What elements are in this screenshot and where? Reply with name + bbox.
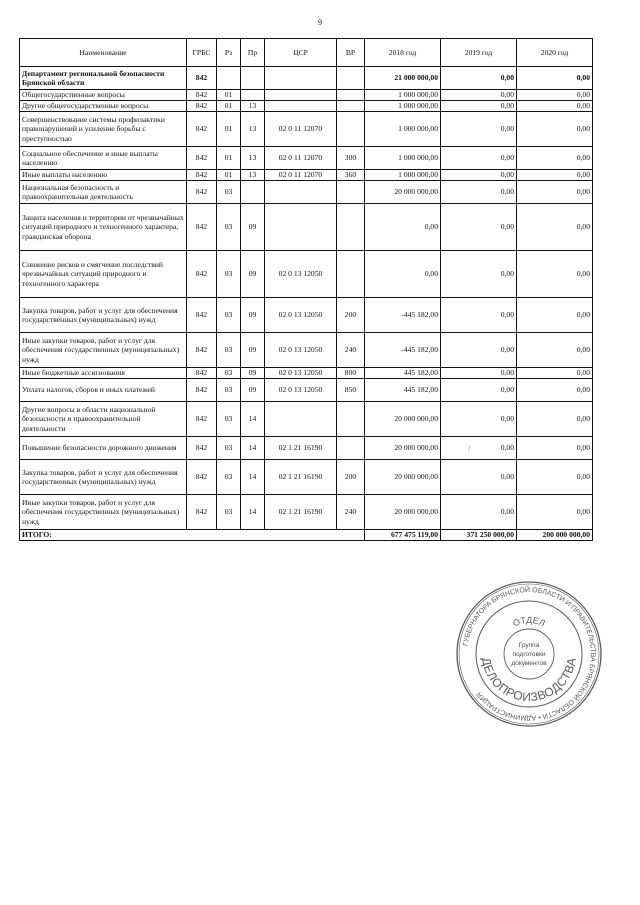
cell-grbs: 842 bbox=[187, 112, 217, 147]
cell-name: Общегосударственные вопросы bbox=[20, 90, 187, 101]
cell-vr: 240 bbox=[337, 333, 365, 368]
seal-center-line-2: подготовки bbox=[512, 651, 546, 658]
cell-grbs: 842 bbox=[187, 204, 217, 251]
seal-arc-word: ДЕЛОПРОИЗВОДСТВА bbox=[479, 656, 579, 705]
cell-name: Иные бюджетные ассигнования bbox=[20, 368, 187, 379]
cell-rz bbox=[217, 67, 241, 90]
cell-name: Департамент региональной безопасности Брянской области bbox=[20, 67, 187, 90]
cell-rz: 03 bbox=[217, 379, 241, 402]
header-2018: 2018 год bbox=[365, 39, 441, 67]
cell-grbs: 842 bbox=[187, 251, 217, 298]
cell-y2020: 0,00 bbox=[517, 495, 593, 530]
table-row bbox=[20, 181, 593, 204]
cell-vr bbox=[337, 251, 365, 298]
cell-y2020: 0,00 bbox=[517, 298, 593, 333]
cell-grbs: 842 bbox=[187, 170, 217, 181]
cell-rz: 03 bbox=[217, 437, 241, 460]
department-seal bbox=[454, 579, 604, 729]
cell-y2020: 0,00 bbox=[517, 101, 593, 112]
cell-pr bbox=[241, 67, 265, 90]
cell-vr bbox=[337, 204, 365, 251]
cell-y2018: 21 000 000,00 bbox=[365, 67, 441, 90]
cell-vr bbox=[337, 181, 365, 204]
header-pr: Пр bbox=[241, 39, 265, 67]
pen-tick-mark: / bbox=[468, 444, 471, 453]
cell-y2018: -445 182,00 bbox=[365, 333, 441, 368]
seal-center-line-1: Группа bbox=[518, 642, 540, 649]
cell-rz: 01 bbox=[217, 112, 241, 147]
cell-pr: 14 bbox=[241, 402, 265, 437]
cell-csr: 02 0 11 12070 bbox=[265, 112, 337, 147]
cell-name: Уплата налогов, сборов и иных платежей bbox=[20, 379, 187, 402]
cell-name: Социальное обеспечение и иные выплаты населению bbox=[20, 147, 187, 170]
cell-vr: 200 bbox=[337, 298, 365, 333]
cell-pr: 13 bbox=[241, 112, 265, 147]
table-row bbox=[20, 437, 593, 460]
cell-grbs: 842 bbox=[187, 402, 217, 437]
cell-y2019: 0,00 bbox=[441, 368, 517, 379]
cell-pr: 14 bbox=[241, 460, 265, 495]
cell-y2019: 0,00 bbox=[441, 204, 517, 251]
cell-y2018: 1 000 000,00 bbox=[365, 90, 441, 101]
cell-grbs: 842 bbox=[187, 67, 217, 90]
cell-name: Закупка товаров, работ и услуг для обеспечения государственных (муниципальных) нужд bbox=[20, 460, 187, 495]
table-row bbox=[20, 112, 593, 147]
table-row bbox=[20, 402, 593, 437]
cell-csr bbox=[265, 181, 337, 204]
total-label: ИТОГО: bbox=[20, 530, 365, 541]
cell-pr: 09 bbox=[241, 368, 265, 379]
total-2019: 371 250 000,00 bbox=[441, 530, 517, 541]
cell-y2020: 0,00 bbox=[517, 181, 593, 204]
cell-y2018: 20 000 000,00 bbox=[365, 402, 441, 437]
cell-csr bbox=[265, 90, 337, 101]
cell-y2018: 1 000 000,00 bbox=[365, 147, 441, 170]
seal-top-word: ОТДЕЛ bbox=[511, 614, 547, 629]
table-row bbox=[20, 298, 593, 333]
cell-y2018: 20 000 000,00 bbox=[365, 495, 441, 530]
cell-name: Снижение рисков и смягчение последствий чрезвычайных ситуаций природного и техногенного характера bbox=[20, 251, 187, 298]
cell-y2020: 0,00 bbox=[517, 460, 593, 495]
cell-grbs: 842 bbox=[187, 379, 217, 402]
cell-y2020: 0,00 bbox=[517, 437, 593, 460]
table-row bbox=[20, 147, 593, 170]
table-row bbox=[20, 90, 593, 101]
total-2018: 677 475 119,00 bbox=[365, 530, 441, 541]
cell-y2019: 0,00 bbox=[441, 298, 517, 333]
cell-name: Другие общегосударственные вопросы bbox=[20, 101, 187, 112]
cell-vr: 850 bbox=[337, 379, 365, 402]
cell-rz: 03 bbox=[217, 460, 241, 495]
cell-y2020: 0,00 bbox=[517, 112, 593, 147]
cell-grbs: 842 bbox=[187, 298, 217, 333]
cell-rz: 03 bbox=[217, 298, 241, 333]
cell-csr: 02 0 11 12070 bbox=[265, 170, 337, 181]
cell-rz: 01 bbox=[217, 101, 241, 112]
cell-grbs: 842 bbox=[187, 101, 217, 112]
cell-pr: 09 bbox=[241, 204, 265, 251]
cell-pr: 09 bbox=[241, 251, 265, 298]
cell-y2019: 0,00 bbox=[441, 90, 517, 101]
cell-pr: 14 bbox=[241, 495, 265, 530]
cell-name: Другие вопросы в области национальной безопасности и правоохранительной деятельности bbox=[20, 402, 187, 437]
cell-y2020: 0,00 bbox=[517, 67, 593, 90]
cell-pr: 13 bbox=[241, 147, 265, 170]
cell-vr bbox=[337, 437, 365, 460]
cell-pr: 13 bbox=[241, 170, 265, 181]
cell-grbs: 842 bbox=[187, 90, 217, 101]
cell-csr bbox=[265, 402, 337, 437]
cell-y2019: 0,00 bbox=[441, 333, 517, 368]
cell-y2018: 20 000 000,00 bbox=[365, 437, 441, 460]
cell-vr: 300 bbox=[337, 147, 365, 170]
cell-y2018: 0,00 bbox=[365, 204, 441, 251]
table-row bbox=[20, 101, 593, 112]
cell-vr bbox=[337, 101, 365, 112]
cell-y2018: -445 182,00 bbox=[365, 298, 441, 333]
header-name: Наименование bbox=[20, 39, 187, 67]
cell-y2019: 0,00 bbox=[441, 67, 517, 90]
cell-y2019: 0,00 bbox=[441, 379, 517, 402]
table-row bbox=[20, 251, 593, 298]
cell-name: Защита населения и территории от чрезвычайных ситуаций природного и техногенного характера, гражданская оборона bbox=[20, 204, 187, 251]
header-grbs: ГРБС bbox=[187, 39, 217, 67]
cell-y2020: 0,00 bbox=[517, 402, 593, 437]
cell-rz: 03 bbox=[217, 204, 241, 251]
cell-csr: 02 1 21 16190 bbox=[265, 460, 337, 495]
cell-pr: 09 bbox=[241, 379, 265, 402]
cell-y2018: 20 000 000,00 bbox=[365, 460, 441, 495]
cell-y2018: 1 000 000,00 bbox=[365, 170, 441, 181]
cell-name: Совершенствование системы профилактики правонарушений и усиление борьбы с преступностью bbox=[20, 112, 187, 147]
cell-name: Иные закупки товаров, работ и услуг для обеспечения государственных (муниципальных) нужд bbox=[20, 333, 187, 368]
cell-y2019: 0,00 bbox=[441, 101, 517, 112]
table-row bbox=[20, 379, 593, 402]
cell-vr: 800 bbox=[337, 368, 365, 379]
cell-y2019: 0,00 bbox=[441, 402, 517, 437]
table-row bbox=[20, 333, 593, 368]
total-row bbox=[20, 530, 593, 541]
cell-y2020: 0,00 bbox=[517, 379, 593, 402]
cell-csr: 02 0 13 12050 bbox=[265, 379, 337, 402]
cell-y2019: 0,00 bbox=[441, 460, 517, 495]
cell-y2019: 0,00 bbox=[441, 181, 517, 204]
table-header-row bbox=[20, 39, 593, 67]
cell-rz: 03 bbox=[217, 495, 241, 530]
cell-vr: 360 bbox=[337, 170, 365, 181]
cell-rz: 03 bbox=[217, 402, 241, 437]
cell-rz: 01 bbox=[217, 147, 241, 170]
cell-vr bbox=[337, 112, 365, 147]
cell-csr: 02 0 13 12050 bbox=[265, 333, 337, 368]
table-row bbox=[20, 460, 593, 495]
cell-y2019: 0,00 bbox=[441, 251, 517, 298]
cell-pr: 14 bbox=[241, 437, 265, 460]
table-row bbox=[20, 495, 593, 530]
cell-csr bbox=[265, 101, 337, 112]
cell-grbs: 842 bbox=[187, 460, 217, 495]
cell-y2019: 0,00 bbox=[441, 495, 517, 530]
cell-y2020: 0,00 bbox=[517, 147, 593, 170]
cell-vr bbox=[337, 90, 365, 101]
cell-grbs: 842 bbox=[187, 368, 217, 379]
cell-vr: 200 bbox=[337, 460, 365, 495]
cell-pr bbox=[241, 181, 265, 204]
budget-table bbox=[19, 38, 593, 541]
cell-y2020: 0,00 bbox=[517, 90, 593, 101]
cell-csr: 02 0 13 12050 bbox=[265, 368, 337, 379]
cell-csr: 02 1 21 16190 bbox=[265, 437, 337, 460]
cell-rz: 03 bbox=[217, 333, 241, 368]
cell-csr: 02 1 21 16190 bbox=[265, 495, 337, 530]
cell-name: Национальная безопасность и правоохранительная деятельность bbox=[20, 181, 187, 204]
cell-csr: 02 0 11 12070 bbox=[265, 147, 337, 170]
header-rz: Рз bbox=[217, 39, 241, 67]
seal-center-line-3: документов bbox=[511, 660, 547, 667]
cell-grbs: 842 bbox=[187, 147, 217, 170]
cell-y2019: 0,00 bbox=[441, 437, 517, 460]
header-2019: 2019 год bbox=[441, 39, 517, 67]
cell-pr bbox=[241, 90, 265, 101]
table-row bbox=[20, 67, 593, 90]
table-row bbox=[20, 170, 593, 181]
cell-vr: 240 bbox=[337, 495, 365, 530]
cell-pr: 13 bbox=[241, 101, 265, 112]
cell-y2018: 1 000 000,00 bbox=[365, 112, 441, 147]
cell-grbs: 842 bbox=[187, 333, 217, 368]
cell-y2018: 445 182,00 bbox=[365, 379, 441, 402]
table-row bbox=[20, 368, 593, 379]
cell-name: Закупка товаров, работ и услуг для обеспечения государственных (муниципальных) нужд bbox=[20, 298, 187, 333]
cell-name: Иные закупки товаров, работ и услуг для обеспечения государственных (муниципальных) нужд bbox=[20, 495, 187, 530]
cell-y2020: 0,00 bbox=[517, 368, 593, 379]
cell-y2019: 0,00 bbox=[441, 112, 517, 147]
header-csr: ЦСР bbox=[265, 39, 337, 67]
cell-vr bbox=[337, 402, 365, 437]
cell-y2020: 0,00 bbox=[517, 333, 593, 368]
cell-y2019: 0,00 bbox=[441, 147, 517, 170]
cell-rz: 03 bbox=[217, 251, 241, 298]
cell-vr bbox=[337, 67, 365, 90]
cell-y2020: 0,00 bbox=[517, 170, 593, 181]
header-2020: 2020 год bbox=[517, 39, 593, 67]
table-row bbox=[20, 204, 593, 251]
cell-name: Повышение безопасности дорожного движения bbox=[20, 437, 187, 460]
cell-y2020: 0,00 bbox=[517, 251, 593, 298]
cell-y2019: 0,00 bbox=[441, 170, 517, 181]
page-number: 9 bbox=[318, 18, 322, 27]
cell-y2020: 0,00 bbox=[517, 204, 593, 251]
cell-pr: 09 bbox=[241, 333, 265, 368]
cell-rz: 01 bbox=[217, 170, 241, 181]
cell-y2018: 445 182,00 bbox=[365, 368, 441, 379]
cell-csr: 02 0 13 12050 bbox=[265, 251, 337, 298]
cell-rz: 03 bbox=[217, 368, 241, 379]
cell-rz: 01 bbox=[217, 90, 241, 101]
cell-grbs: 842 bbox=[187, 495, 217, 530]
cell-grbs: 842 bbox=[187, 437, 217, 460]
total-2020: 200 000 000,00 bbox=[517, 530, 593, 541]
cell-y2018: 1 000 000,00 bbox=[365, 101, 441, 112]
cell-grbs: 842 bbox=[187, 181, 217, 204]
cell-csr bbox=[265, 204, 337, 251]
cell-y2018: 20 000 000,00 bbox=[365, 181, 441, 204]
cell-rz: 03 bbox=[217, 181, 241, 204]
cell-name: Иные выплаты населению bbox=[20, 170, 187, 181]
cell-y2018: 0,00 bbox=[365, 251, 441, 298]
cell-pr: 09 bbox=[241, 298, 265, 333]
seal-outer-text: ГУБЕРНАТОРА БРЯНСКОЙ ОБЛАСТИ И ПРАВИТЕЛЬСТВА БРЯНСКОЙ ОБЛАСТИ • АДМИНИСТРАЦИЯ bbox=[462, 586, 597, 722]
cell-csr: 02 0 13 12050 bbox=[265, 298, 337, 333]
header-vr: ВР bbox=[337, 39, 365, 67]
cell-csr bbox=[265, 67, 337, 90]
